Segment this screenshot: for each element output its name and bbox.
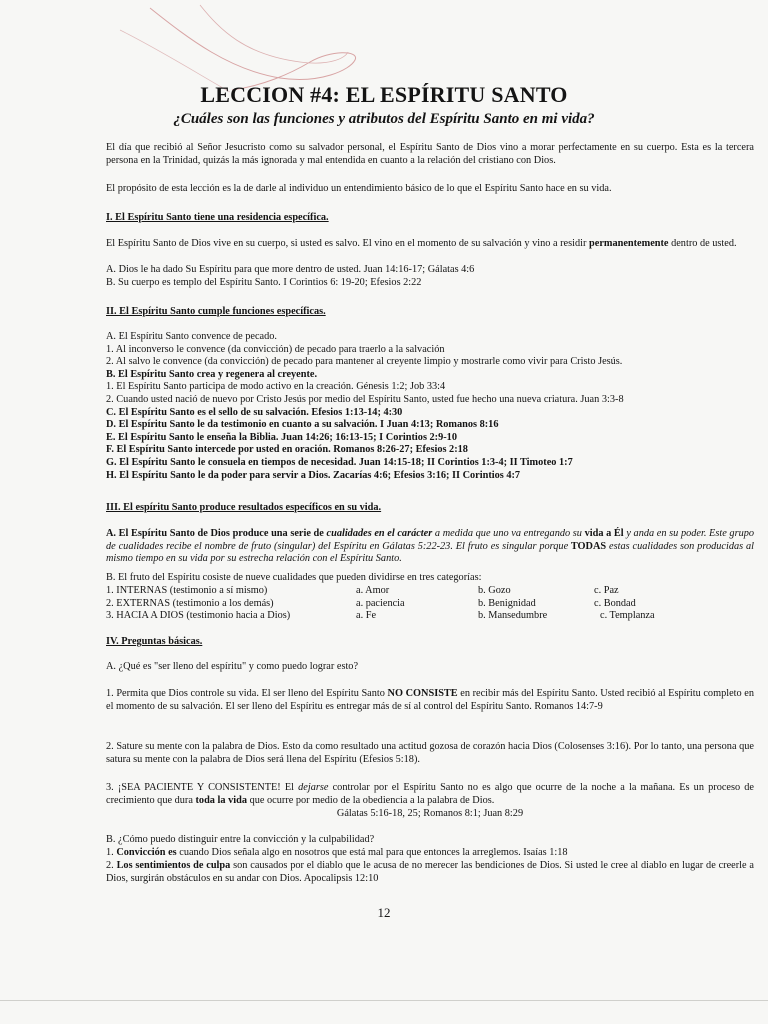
answer-text: 3. ¡SEA PACIENTE Y CONSISTENTE! El <box>106 782 295 793</box>
fruit-quality: a. paciencia <box>356 597 405 609</box>
answer-a-1 <box>106 688 754 713</box>
fruit-quality: a. Amor <box>356 585 390 596</box>
section-2-line: H. El Espíritu Santo le da poder para servir a Dios. Zacarías 4:6; Efesios 3:16; II Corintios 4:7 <box>106 469 521 481</box>
fruit-category: 1. INTERNAS (testimonio a sí mismo) <box>106 585 268 596</box>
fruit-quality: b. Mansedumbre <box>478 610 548 622</box>
section-1-heading: I. El Espíritu Santo tiene una residencia específica. <box>106 212 329 223</box>
section-1-item-b: B. Su cuerpo es templo del Espíritu Santo. I Corintios 6: 19-20; Efesios 2:22 <box>106 277 422 288</box>
section-3-paragraph-b: B. El fruto del Espíritu cosiste de nueve cualidades que pueden dividirse en tres categorías: <box>106 572 482 583</box>
answer-text: que ocurre por medio de la obediencia a la palabra de Dios. <box>249 794 495 806</box>
section-2-line: 2. Cuando usted nació de nuevo por Cristo Jesús por medio del Espíritu Santo, usted fue hecho una nueva criatura. Juan 3:3-8 <box>106 393 624 405</box>
answer-b-2 <box>106 860 754 885</box>
fruit-row <box>106 598 754 611</box>
section-3-text: a medida que uno va entregando su <box>434 528 582 539</box>
section-2-line: 1. Al inconverso le convence (da convicción) de pecado para traerlo a la salvación <box>106 343 445 355</box>
page-edge-line <box>0 1000 768 1001</box>
fruit-quality: c. Bondad <box>594 597 636 609</box>
section-2-list <box>106 331 754 482</box>
intro-paragraph-2: El propósito de esta lección es la de darle al individuo un entendimiento básico de lo que el Espíritu Santo hace en su vida. <box>106 183 612 194</box>
section-1-paragraph-text: El Espíritu Santo de Dios vive en su cuerpo, si usted es salvo. El vino en el momento de su salvación y vino a residir <box>106 238 587 249</box>
section-3-heading: III. El espíritu Santo produce resultados específicos en su vida. <box>106 502 382 513</box>
section-2-line: F. El Espíritu Santo intercede por usted en oración. Romanos 8:26-27; Efesios 2:18 <box>106 444 468 456</box>
question-b: B. ¿Cómo puedo distinguir entre la convicción y la culpabilidad? <box>106 834 375 845</box>
fruit-category: 2. EXTERNAS (testimonio a los demás) <box>106 597 274 609</box>
fruit-row <box>106 610 754 623</box>
section-3-emphasis: cualidades en el carácter <box>326 528 433 539</box>
section-2-line: A. El Espíritu Santo convence de pecado. <box>106 331 277 342</box>
answer-emphasis: NO CONSISTE <box>387 688 458 699</box>
answer-emphasis: Convicción es <box>116 847 177 858</box>
answer-a-2: 2. Sature su mente con la palabra de Dios. Esto da como resultado una actitud gozosa de corazón hacia Dios (Colosenses 3:16). Por lo tanto, una persona que satura su mente con la palabra de Dios será llena del Espíritu (Efesios 5:18). <box>106 741 754 765</box>
answer-text: son causados por el diablo que le acusa de no merecer las bendiciones de Dios. Si usted le cree al diablo en lugar de creerle a Dios, surgirán obstáculos en su andar con Dios. Apocalipsis 12:10 <box>106 860 754 884</box>
answer-emphasis: toda la vida <box>195 794 247 806</box>
answer-text: controlar por el Espíritu Santo no es algo que ocurre de la noche a la mañana. Es un proceso de crecimiento que dura <box>106 782 754 806</box>
answer-a-3-references: Gálatas 5:16-18, 25; Romanos 8:1; Juan 8:29 <box>336 808 524 819</box>
intro-paragraph-1: El día que recibió al Señor Jesucristo como su salvador personal, el Espíritu Santo de Dios vino a morar perfectamente en su cuerpo. Esta es la tercera persona en la Trinidad, quizás la más ignorada y mal entendida en cuanto a la relación del cristiano con Dios. <box>106 142 754 166</box>
page-number: 12 <box>377 905 391 920</box>
section-2-line: D. El Espíritu Santo le da testimonio en cuanto a su salvación. I Juan 4:13; Romanos 8:16 <box>106 419 499 431</box>
section-2-heading: II. El Espíritu Santo cumple funciones específicas. <box>106 306 326 317</box>
fruit-quality: a. Fe <box>356 610 377 622</box>
lesson-subtitle: ¿Cuáles son las funciones y atributos del Espíritu Santo en mi vida? <box>173 111 595 127</box>
answer-text: 2. <box>106 860 114 871</box>
fruit-quality: c. Templanza <box>600 610 655 622</box>
answer-text: en recibir más del Espíritu Santo. Usted recibió al Espíritu completo en el momento de su salvación. El ser lleno del Espíritu es entregar más de sí al control del Espíritu Santo. Romanos 14:7-9 <box>106 688 755 712</box>
section-2-line: G. El Espíritu Santo le consuela en tiempos de necesidad. Juan 14:15-18; II Corintios 1:3-4; II Timoteo 1:7 <box>106 456 573 468</box>
answer-emphasis: Los sentimientos de culpa <box>116 860 231 871</box>
section-2-line: 1. El Espíritu Santo participa de modo activo en la creación. Génesis 1:2; Job 33:4 <box>106 381 446 393</box>
fruit-category: 3. HACIA A DIOS (testimonio hacia a Dios) <box>106 610 291 622</box>
section-2-line: C. El Espíritu Santo es el sello de su salvación. Efesios 1:13-14; 4:30 <box>106 406 403 418</box>
section-3-text: estas cualidades son producidas al mismo tiempo en su vida por su estrecha relación con el Espíritu Santo. <box>106 540 755 565</box>
section-1-item-a: A. Dios le ha dado Su Espíritu para que more dentro de usted. Juan 14:16-17; Gálatas 4:6 <box>106 264 475 275</box>
answer-b-1 <box>106 847 754 860</box>
answer-text: cuando Dios señala algo en nosotros que está mal para que entonces la arreglemos. Isaías 1:18 <box>179 847 568 858</box>
section-1-paragraph <box>106 238 754 251</box>
section-1-paragraph-emphasis: permanentemente <box>589 238 669 249</box>
section-3-emphasis: TODAS <box>570 540 607 552</box>
answer-a-3 <box>106 782 754 807</box>
section-4-heading: IV. Preguntas básicas. <box>106 636 203 647</box>
section-3-text: A. El Espíritu Santo de Dios produce una serie de <box>106 528 324 539</box>
section-2-line: B. El Espíritu Santo crea y regenera al creyente. <box>106 368 318 380</box>
lesson-title: LECCION #4: EL ESPÍRITU SANTO <box>200 82 568 107</box>
fruit-row <box>106 585 754 598</box>
section-3-paragraph-a <box>106 528 754 566</box>
section-1-paragraph-end: dentro de usted. <box>671 238 737 249</box>
section-2-line: 2. Al salvo le convence (da convicción) de pecado para mantener al creyente limpio y mostrarle como vivir para Cristo Jesús. <box>106 356 623 368</box>
answer-text: 1. Permita que Dios controle su vida. El ser lleno del Espíritu Santo <box>106 688 385 699</box>
fruit-quality: c. Paz <box>594 585 619 596</box>
fruit-categories-table <box>106 585 754 623</box>
answer-text: 1. <box>106 847 114 858</box>
section-3-text: y anda en su poder. Este grupo de cualidades recibe el nombre de fruto (singular) del Espíritu en Gálatas 5:22-23. El fruto es singular porque <box>106 528 755 552</box>
answer-emphasis: dejarse <box>298 782 329 793</box>
section-3-emphasis: vida a Él <box>584 528 624 539</box>
fruit-quality: b. Gozo <box>478 585 511 596</box>
section-2-line: E. El Espíritu Santo le enseña la Biblia. Juan 14:26; 16:13-15; I Corintios 2:9-10 <box>106 431 457 443</box>
question-a: A. ¿Qué es "ser lleno del espíritu" y como puedo lograr esto? <box>106 661 359 672</box>
fruit-quality: b. Benignidad <box>478 597 536 609</box>
